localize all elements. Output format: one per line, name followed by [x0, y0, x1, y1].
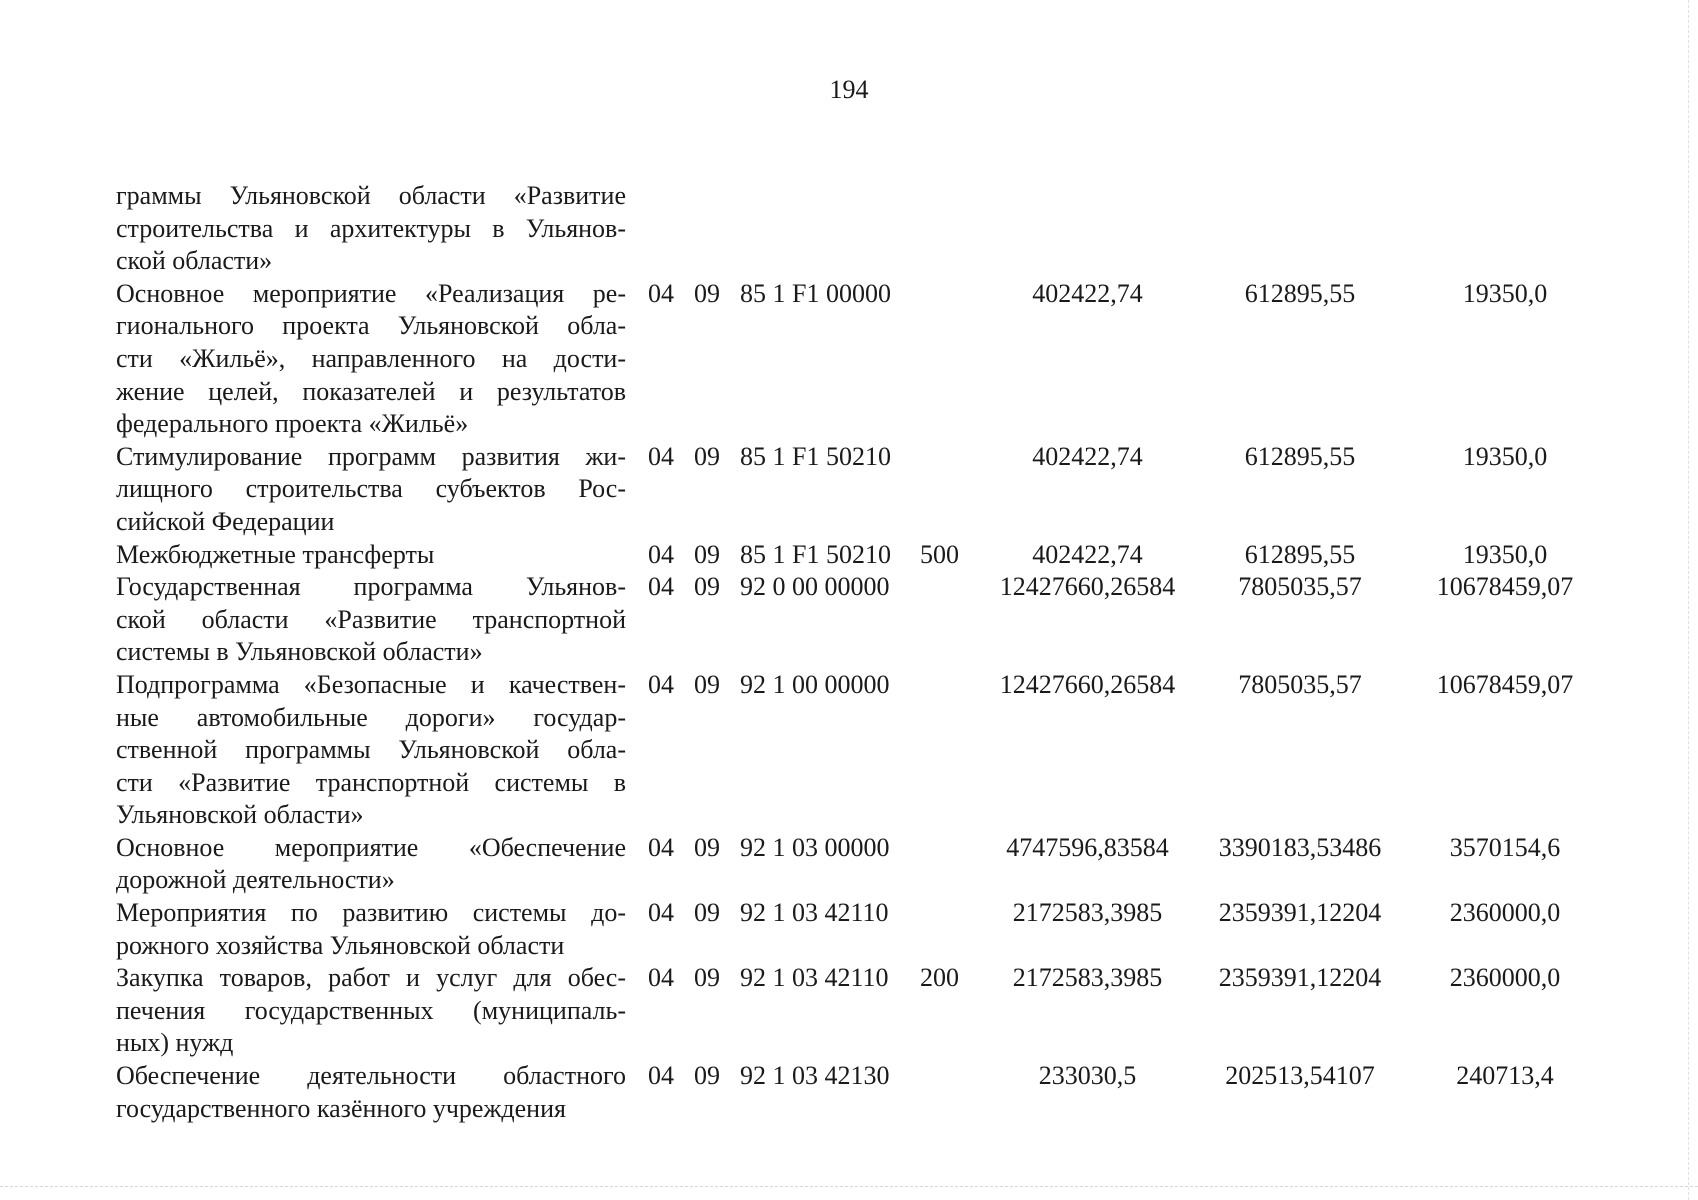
row-name-line: государственного казённого учреждения	[116, 1093, 566, 1123]
row-name-line: лищного строительства субъектов Рос-	[116, 474, 626, 504]
amount-year-2: 2359391,12204	[1218, 963, 1382, 993]
amount-year-3: 10678459,07	[1436, 572, 1574, 602]
amount-year-1: 12427660,26584	[999, 669, 1176, 699]
target-article-code: 92 1 03 00000	[740, 832, 890, 862]
row-name-line: системы в Ульяновской области»	[116, 637, 483, 667]
row-name-line: печения государственных (муниципаль-	[116, 995, 626, 1025]
subsection-code: 09	[694, 832, 720, 862]
row-name-line: Обеспечение деятельности областного	[116, 1061, 626, 1091]
target-article-code: 92 1 03 42130	[740, 1061, 890, 1091]
row-name	[116, 441, 626, 539]
page-number: 194	[829, 75, 869, 104]
amount-year-2: 7805035,57	[1238, 572, 1362, 602]
row-name-line: граммы Ульяновской области «Развитие	[116, 181, 626, 210]
subsection-code: 09	[694, 898, 720, 928]
row-name-line: ственной программы Ульяновской обла-	[116, 735, 626, 765]
section-code: 04	[648, 1061, 674, 1091]
row-name	[116, 897, 626, 962]
section-code: 04	[648, 441, 674, 471]
section-code: 04	[648, 898, 674, 928]
row-name-line: федерального проекта «Жильё»	[116, 409, 469, 439]
expense-type-code: 200	[920, 963, 959, 993]
section-code: 04	[648, 572, 674, 602]
target-article-code: 92 1 03 42110	[740, 898, 889, 928]
amount-year-1: 2172583,3985	[1012, 898, 1163, 928]
target-article-code: 85 1 F1 00000	[740, 278, 891, 308]
amount-year-1: 233030,5	[1038, 1061, 1137, 1091]
row-name	[116, 571, 626, 669]
row-name-line: Основное мероприятие «Обеспечение	[116, 832, 626, 862]
row-name	[116, 1060, 626, 1125]
table-row	[116, 180, 1605, 278]
section-code: 04	[648, 669, 674, 699]
amount-year-3: 2360000,0	[1449, 963, 1561, 993]
subsection-code: 09	[694, 1061, 720, 1091]
amount-year-1: 12427660,26584	[999, 572, 1176, 602]
amount-year-1: 402422,74	[1032, 278, 1143, 308]
amount-year-2: 612895,55	[1244, 539, 1356, 569]
row-name-line: Подпрограмма «Безопасные и качествен-	[116, 669, 626, 699]
budget-table	[116, 180, 1605, 1125]
section-code: 04	[648, 539, 674, 569]
subsection-code: 09	[694, 441, 720, 471]
row-name-line: гионального проекта Ульяновской обла-	[116, 311, 626, 341]
amount-year-2: 612895,55	[1244, 278, 1356, 308]
section-code: 04	[648, 278, 674, 308]
row-name-line: ской области»	[116, 246, 273, 276]
amount-year-3: 240713,4	[1456, 1061, 1554, 1091]
amount-year-2: 2359391,12204	[1218, 898, 1382, 928]
row-name	[116, 539, 626, 572]
target-article-code: 92 1 00 00000	[740, 669, 890, 699]
amount-year-3: 3570154,6	[1449, 832, 1561, 862]
row-name-line: Ульяновской области»	[116, 800, 364, 830]
row-name	[116, 180, 626, 278]
row-name-line: рожного хозяйства Ульяновской области	[116, 930, 565, 960]
table-row	[116, 539, 1605, 572]
amount-year-3: 10678459,07	[1436, 669, 1574, 699]
amount-year-3: 2360000,0	[1449, 898, 1561, 928]
table-row	[116, 897, 1605, 962]
target-article-code: 85 1 F1 50210	[740, 441, 891, 471]
row-name-line: ской области «Развитие транспортной	[116, 604, 626, 634]
amount-year-3: 19350,0	[1462, 278, 1548, 308]
table-row	[116, 669, 1605, 832]
amount-year-1: 4747596,83584	[1006, 832, 1169, 862]
subsection-code: 09	[694, 539, 720, 569]
row-name-line: Основное мероприятие «Реализация ре-	[116, 278, 626, 308]
target-article-code: 92 1 03 42110	[740, 963, 889, 993]
row-name	[116, 962, 626, 1060]
target-article-code: 85 1 F1 50210	[740, 539, 891, 569]
subsection-code: 09	[694, 278, 720, 308]
row-name-line: дорожной деятельности»	[116, 865, 395, 895]
table-row	[116, 441, 1605, 539]
row-name-line: Мероприятия по развитию системы до-	[116, 898, 626, 928]
row-name	[116, 669, 626, 832]
subsection-code: 09	[694, 669, 720, 699]
amount-year-3: 19350,0	[1462, 441, 1548, 471]
section-code: 04	[648, 963, 674, 993]
scan-edge-right	[1688, 0, 1689, 1200]
row-name-line: Государственная программа Ульянов-	[116, 572, 626, 602]
expense-type-code: 500	[920, 539, 959, 569]
amount-year-1: 2172583,3985	[1012, 963, 1163, 993]
amount-year-1: 402422,74	[1032, 539, 1143, 569]
table-row	[116, 832, 1605, 897]
amount-year-2: 3390183,53486	[1218, 832, 1382, 862]
subsection-code: 09	[694, 572, 720, 602]
amount-year-2: 202513,54107	[1225, 1061, 1375, 1091]
table-row	[116, 962, 1605, 1060]
row-name	[116, 832, 626, 897]
row-name	[116, 278, 626, 441]
amount-year-2: 7805035,57	[1238, 669, 1362, 699]
target-article-code: 92 0 00 00000	[740, 572, 890, 602]
row-name-line: Стимулирование программ развития жи-	[116, 441, 626, 471]
section-code: 04	[648, 832, 674, 862]
row-name-line: Межбюджетные трансферты	[116, 539, 435, 569]
row-name-line: сти «Жильё», направленного на дости-	[116, 343, 626, 373]
amount-year-2: 612895,55	[1244, 441, 1356, 471]
row-name-line: ные автомобильные дороги» государ-	[116, 702, 626, 732]
table-row	[116, 278, 1605, 441]
amount-year-1: 402422,74	[1032, 441, 1143, 471]
scan-edge-bottom	[0, 1186, 1698, 1187]
subsection-code: 09	[694, 963, 720, 993]
row-name-line: сти «Развитие транспортной системы в	[116, 767, 626, 797]
table-row	[116, 571, 1605, 669]
row-name-line: сийской Федерации	[116, 506, 335, 536]
row-name-line: жение целей, показателей и результатов	[116, 376, 626, 406]
amount-year-3: 19350,0	[1462, 539, 1548, 569]
row-name-line: ных) нужд	[116, 1028, 234, 1058]
row-name-line: Закупка товаров, работ и услуг для обес-	[116, 963, 626, 993]
table-row	[116, 1060, 1605, 1125]
row-name-line: строительства и архитектуры в Ульянов-	[116, 213, 626, 243]
